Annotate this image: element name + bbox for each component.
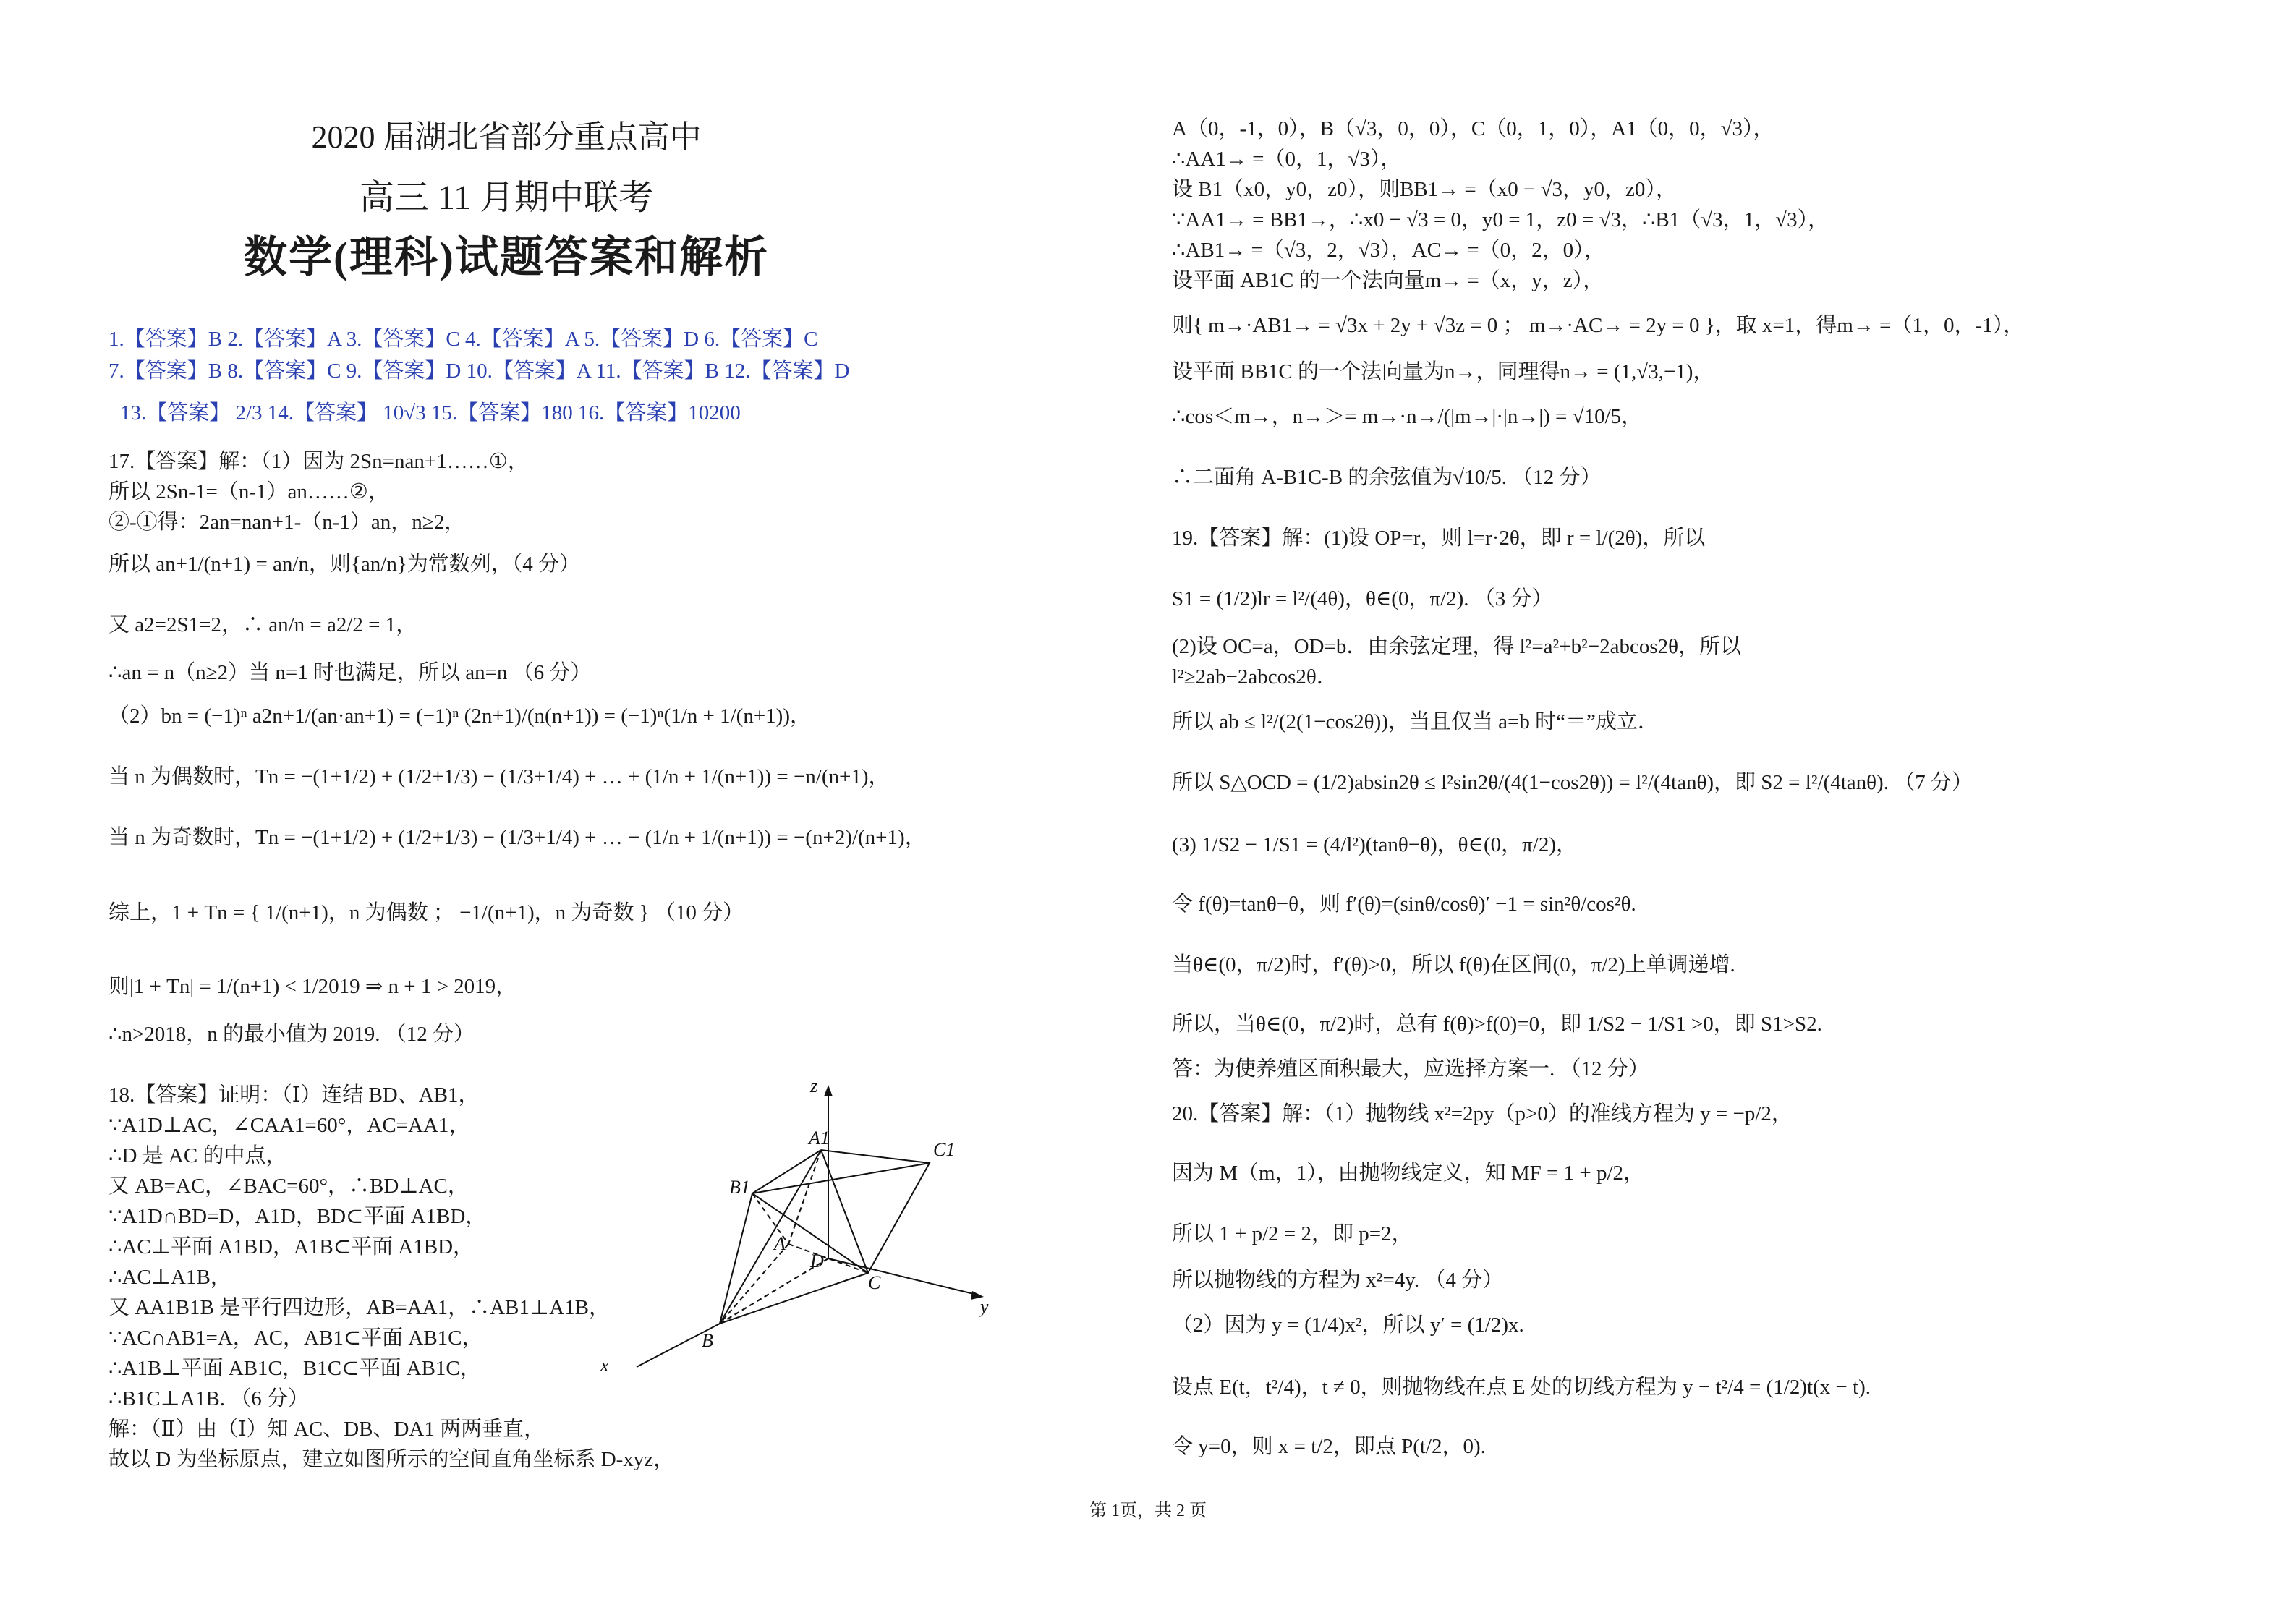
figure-label-d: D: [810, 1251, 824, 1271]
q18-cont-line-5: ∴AB1→ =（√3，2，√3），AC→ =（0，2，0），: [1172, 239, 1605, 262]
q20-line-1: 20.【答案】解：（1）抛物线 x²=2py（p>0）的准线方程为 y = −p/2，: [1172, 1102, 1793, 1125]
q18-line-12: 解：（Ⅱ）由（Ⅰ）知 AC、DB、DA1 两两垂直，: [109, 1418, 545, 1441]
q18-cont-line-3: 设 B1（x0，y0，z0），则BB1→ =（x0 − √3，y0，z0），: [1172, 178, 1677, 201]
q17-line-6: ∴an = n（n≥2）当 n=1 时也满足，所以 an=n （6 分）: [109, 661, 592, 684]
q18-line-5: ∵A1D∩BD=D，A1D，BD⊂平面 A1BD，: [109, 1205, 487, 1228]
figure-label-x: x: [600, 1355, 609, 1376]
q20-line-5: （2）因为 y = (1/4)x²，所以 y′ = (1/2)x.: [1172, 1313, 1524, 1337]
q19-line-10: 所以，当θ∈(0，π/2)时，总有 f(θ)>f(0)=0，即 1/S2 − 1/S1 >0，即 S1>S2.: [1172, 1013, 1822, 1036]
q19-line-9: 当θ∈(0，π/2)时，f′(θ)>0，所以 f(θ)在区间(0，π/2)上单调递增.: [1172, 953, 1735, 976]
figure-label-a: A: [774, 1233, 786, 1254]
prism-figure: [593, 1078, 998, 1381]
q19-line-7: (3) 1/S2 − 1/S1 = (4/l²)(tanθ−θ)，θ∈(0，π/2)，: [1172, 833, 1578, 856]
q19-line-3: (2)设 OC=a，OD=b．由余弦定理，得 l²=a²+b²−2abcos2θ，所以: [1172, 635, 1742, 658]
q20-line-6: 设点 E(t，t²/4)，t ≠ 0，则抛物线在点 E 处的切线方程为 y − t²/4 = (1/2)t(x − t).: [1172, 1376, 1871, 1399]
header-line-2: 高三 11 月期中联考: [359, 179, 654, 217]
q17-line-12: ∴n>2018，n 的最小值为 2019. （12 分）: [109, 1023, 475, 1046]
q18-cont-line-7: 则{ m→·AB1→ = √3x + 2y + √3z = 0 ； m→·AC→ = 2y = 0 }，取 x=1，得m→ =（1，0，-1），: [1172, 314, 2025, 337]
page-footer: 第 1页，共 2 页: [1089, 1501, 1207, 1520]
q18-line-11: ∴B1C⊥A1B. （6 分）: [109, 1387, 309, 1410]
answers-row-2: 7.【答案】B 8.【答案】C 9.【答案】D 10.【答案】A 11.【答案】B 12.【答案】D: [109, 359, 850, 383]
q19-line-1: 19.【答案】解：(1)设 OP=r，则 l=r·2θ，即 r = l/(2θ)，所以: [1172, 527, 1706, 550]
q18-line-1: 18.【答案】证明：（Ⅰ）连结 BD、AB1，: [109, 1083, 480, 1107]
q20-line-4: 所以抛物线的方程为 x²=4y. （4 分）: [1172, 1269, 1504, 1292]
q18-line-2: ∵A1D⊥AC，∠CAA1=60°，AC=AA1，: [109, 1114, 470, 1137]
document-title: 数学(理科)试题答案和解析: [244, 234, 769, 281]
answers-row-3: 13.【答案】 2/3 14.【答案】 10√3 15.【答案】180 16.【答案】10200: [120, 401, 741, 425]
q17-line-5: 又 a2=2S1=2，∴ an/n = a2/2 = 1，: [109, 613, 417, 636]
figure-label-a1: A1: [809, 1128, 830, 1149]
q19-line-2: S1 = (1/2)lr = l²/(4θ)，θ∈(0，π/2). （3 分）: [1172, 587, 1553, 610]
q17-line-9: 当 n 为奇数时，Tn = −(1+1/2) + (1/2+1/3) − (1/3+1/4) + … − (1/n + 1/(n+1)) = −(n+2)/(n+1)，: [109, 826, 926, 849]
q19-line-8: 令 f(θ)=tanθ−θ，则 f′(θ)=(sinθ/cosθ)′ −1 = sin²θ/cos²θ.: [1172, 893, 1636, 916]
q18-cont-line-6: 设平面 AB1C 的一个法向量m→ =（x，y，z），: [1172, 269, 1604, 292]
header-line-1: 2020 届湖北省部分重点高中: [311, 119, 702, 155]
q18-line-7: ∴AC⊥A1B，: [109, 1266, 231, 1289]
answers-row-1: 1.【答案】B 2.【答案】A 3.【答案】C 4.【答案】A 5.【答案】D 6.【答案】C: [109, 328, 818, 351]
q17-line-4: 所以 an+1/(n+1) = an/n，则{an/n}为常数列，（4 分）: [109, 553, 581, 576]
q17-line-2: 所以 2Sn-1=（n-1）an……②，: [109, 480, 389, 503]
q18-cont-line-1: A（0，-1，0），B（√3，0，0），C（0，1，0），A1（0，0，√3），: [1172, 117, 1774, 140]
q18-line-13: 故以 D 为坐标原点，建立如图所示的空间直角坐标系 D-xyz，: [109, 1448, 675, 1471]
q17-line-1: 17.【答案】解：（1）因为 2Sn=nan+1……①，: [109, 450, 529, 473]
figure-label-c: C: [868, 1272, 881, 1293]
q18-line-8: 又 AA1B1B 是平行四边形，AB=AA1，∴AB1⊥A1B，: [109, 1296, 610, 1319]
q17-line-10: 综上，1 + Tn = { 1/(n+1)，n 为偶数 ； −1/(n+1)，n 为奇数 } （10 分）: [109, 901, 744, 924]
q18-cont-line-2: ∴AA1→ =（0，1，√3），: [1172, 148, 1402, 171]
q18-line-10: ∴A1B⊥平面 AB1C，B1C⊂平面 AB1C，: [109, 1357, 481, 1380]
figure-label-b1: B1: [729, 1177, 750, 1198]
q19-line-5: 所以 ab ≤ l²/(2(1−cos2θ))，当且仅当 a=b 时“＝”成立．: [1172, 710, 1659, 733]
q20-line-7: 令 y=0，则 x = t/2，即点 P(t/2，0).: [1172, 1435, 1486, 1458]
figure-label-c1: C1: [933, 1139, 956, 1160]
figure-label-z: z: [810, 1078, 818, 1096]
q17-line-7: （2）bn = (−1)ⁿ a2n+1/(an·an+1) = (−1)ⁿ (2n+1)/(n(n+1)) = (−1)ⁿ(1/n + 1/(n+1))，: [109, 704, 811, 728]
q18-line-3: ∴D 是 AC 的中点，: [109, 1144, 287, 1167]
figure-label-b: B: [702, 1330, 713, 1351]
figure-label-y: y: [980, 1296, 989, 1317]
q19-line-6: 所以 S△OCD = (1/2)absin2θ ≤ l²sin2θ/(4(1−cos2θ)) = l²/(4tanθ)，即 S2 = l²/(4tanθ). （7 分）: [1172, 771, 1973, 794]
q19-line-11: 答：为使养殖区面积最大，应选择方案一. （12 分）: [1172, 1057, 1649, 1081]
q18-line-6: ∴AC⊥平面 A1BD，A1B⊂平面 A1BD，: [109, 1235, 475, 1258]
q20-line-3: 所以 1 + p/2 = 2，即 p=2，: [1172, 1222, 1413, 1245]
q18-cont-line-4: ∵AA1→ = BB1→，∴x0 − √3 = 0，y0 = 1，z0 = √3，∴B1（√3，1，√3），: [1172, 208, 1829, 231]
q20-line-2: 因为 M（m，1），由抛物线定义，知 MF = 1 + p/2，: [1172, 1162, 1645, 1185]
q18-cont-line-8: 设平面 BB1C 的一个法向量为n→，同理得n→ = (1,√3,−1)，: [1172, 360, 1714, 383]
q18-cont-line-10: ∴二面角 A-B1C-B 的余弦值为√10/5. （12 分）: [1172, 466, 1602, 489]
q18-line-9: ∵AC∩AB1=A，AC，AB1⊂平面 AB1C，: [109, 1326, 483, 1350]
q19-line-4: l²≥2ab−2abcos2θ．: [1172, 665, 1338, 689]
q18-line-4: 又 AB=AC，∠BAC=60°，∴BD⊥AC，: [109, 1175, 469, 1198]
q17-line-3: ②-①得：2an=nan+1-（n-1）an，n≥2，: [109, 511, 466, 534]
q18-cont-line-9: ∴cos＜m→，n→＞= m→·n→/(|m→|·|n→|) = √10/5，: [1172, 405, 1643, 428]
q17-line-11: 则|1 + Tn| = 1/(n+1) < 1/2019 ⇒ n + 1 > 2019，: [109, 975, 517, 998]
q17-line-8: 当 n 为偶数时，Tn = −(1+1/2) + (1/2+1/3) − (1/3+1/4) + … + (1/n + 1/(n+1)) = −n/(n+1)，: [109, 765, 890, 788]
